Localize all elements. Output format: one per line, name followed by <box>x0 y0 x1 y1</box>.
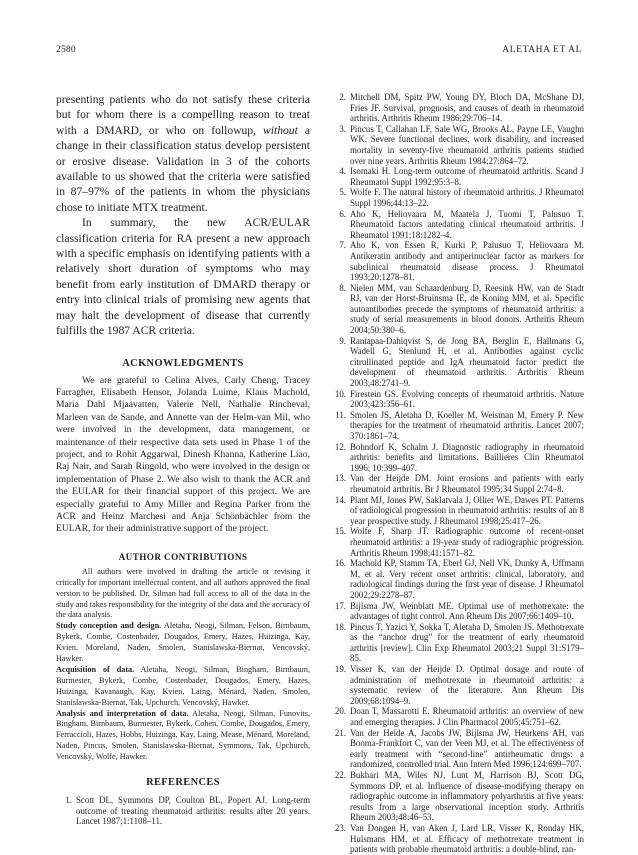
reference-item: 19. Visser K, van der Heijde D. Optimal dosage and route of administration of methotrexate in rheumatoid arthritis: a systematic review of the literature. Ann Rheum Dis 2009;68:1094–9. <box>334 664 584 706</box>
reference-item: 22. Bukhari MA, Wiles NJ, Lunt M, Harrison BJ, Scott DG, Symmons DP, et al. Influence of disease-modifying therapy on radiographic outcome in inflammatory polyarthritis at five years: results from a large observational inception study. Arthritis Rheum 2003;48:46–53. <box>334 770 584 823</box>
reference-item: 18. Pincus T, Yazici Y, Sokka T, Aletaha D, Smolen JS. Methotrexate as the “anchor drug” for the treatment of early rheumatoid arthritis [review]. Clin Exp Rheumatol 2003;21 Suppl 31:S179–85. <box>334 621 584 664</box>
page-number: 2580 <box>56 45 76 55</box>
reference-item: 1. Scott DL, Symmons DP, Coulton BL, Popert AJ. Long-term outcome of treating rheumatoid arthritis: results after 20 years. Lancet 1987;1:1108–11. <box>65 795 310 827</box>
reference-item: 12. Bohndorf K, Schalm J. Diagnostic radiography in rheumatoid arthritis: benefits and limitations. Baillieres Clin Rheumatol 1996; 10:399–407. <box>334 441 584 473</box>
reference-item: 4. Isomaki H. Long-term outcome of rheumatoid arthritis. Scand J Rheumatol Suppl 1992;95:3–8. <box>339 166 584 187</box>
reference-list-right <box>330 92 584 855</box>
body-paragraph: presenting patients who do not satisfy these criteria but for whom there is a compelling reason to treat with a DMARD, or who on followup, without a change in their classification status develop persistent or erosive disease. Validation in 3 of the cohorts available to us showed that the criteria were satisfied in 87–97% of the patients in whom the physicians chose to initiate MTX treatment. <box>56 93 310 214</box>
acknowledgments-text: We are grateful to Celina Alves, Carly Cheng, Tracey Farragher, Elisabeth Hensor, Jolanda Luime, Klaus Machold, Maria Dahl Mjaavatten, Valerie Nell, Nathalie Rincheval, Marleen van de Sande, and Annette van der Helm-van Mil, who were involved in the development, data management, or maintenance of their respective data sets used in Phase 1 of the project, and to Rohit Aggarwal, Dinesh Khanna, Katherine Liao, Raj Nair, and Sarah Ringold, who were involved in the design or implementation of Phase 2. We also wish to thank the ACR and the EULAR for their financial support of this project. We are especially grateful to Amy Miller and Regina Parker from the ACR and Heinz Marchesi and Anja Schönbächler from the EULAR, for their administrative support of the project. <box>56 374 310 535</box>
reference-item: 6. Aho K, Heliovaara M, Maatela J, Tuomi T, Palusuo T. Rheumatoid factors antedating clinical rheumatoid arthritis. J Rheumatol 1991;18:1282–4. <box>339 208 584 240</box>
reference-item: 16. Machold KP, Stamm TA, Eberl GJ, Nell VK, Dunky A, Uffmann M, et al. Very recent onset arthritis: clinical, laboratory, and radiological findings during the first year of disease. J Rheumatol 2002;29:2278–87. <box>334 558 584 600</box>
body-paragraph-summary: In summary, the new ACR/EULAR classification criteria for RA present a new approach with a specific emphasis on identifying patients with a relatively short duration of symptoms who may benefit from early institution of DMARD therapy or entry into clinical trials of promising new agents that may halt the development of disease that currently fulfills the 1987 ACR criteria. <box>56 216 310 338</box>
contribution-item: Study conception and design. Aletaha, Neogi, Silman, Felson, Birnbaum, Bykerk, Combe, Costenbader, Dougados, Emery, Hazes, Huizinga, Kay, Kvien, Moreland, Naden, Smolen, Stanislawska-Biernat, Vencovský, Hawker. <box>56 621 311 664</box>
reference-item: 21. Van der Heide A, Jacobs JW, Bijlsma JW, Heurkens AH, van Booma-Frankfort C, van der Veen MJ, et al. The effectiveness of early treatment with “second-line” antirheumatic drugs: a randomized, controlled trial. Ann Intern Med 1996;124:699–707. <box>334 727 584 770</box>
reference-item: 7. Aho K, von Essen R, Kurki P, Palusuo T, Heliovaara M. Antikeratin antibody and antiperinuclear factor as markers for subclinical rheumatoid disease process. J Rheumatol 1993;20:1278–81. <box>339 240 584 283</box>
running-head: ALETAHA ET AL <box>502 45 582 55</box>
reference-item: 14. Plant MJ, Jones PW, Saklatvala J, Ollier WE, Dawes PT. Patterns of radiological progression in rheumatoid arthritis: results of an 8 year prospective study. J Rheumatol 1998;25:417–26. <box>334 494 584 526</box>
right-column <box>330 92 584 855</box>
author-contributions-intro: All authors were involved in drafting the article or revising it critically for important intellectual content, and all authors approved the final version to be published. Dr. Silman had full access to all of the data in the study and takes responsibility for the integrity of the data and the accuracy of the data analysis. <box>56 566 310 620</box>
left-column <box>56 92 310 827</box>
acknowledgments-heading: ACKNOWLEDGMENTS <box>122 357 244 369</box>
reference-item: 9. Rantapaa-Dahlqvist S, de Jong BA, Berglin E, Hallmans G, Wadell G, Stenlund H, et al. Antibodies against cyclic citrullinated peptide and IgA rheumatoid factor predict the development of rheumatoid arthritis. Arthritis Rheum 2003;48:2741–9. <box>339 335 584 389</box>
reference-item: 3. Pincus T, Callahan LF, Sale WG, Brooks AL, Payne LE, Vaughn WK. Severe functional declines, work disability, and increased mortality in seventy-five rheumatoid arthritis patients studied over nine years. Arthritis Rheum 1984;27:864–72. <box>339 123 584 166</box>
author-contributions-heading: AUTHOR CONTRIBUTIONS <box>118 551 248 562</box>
reference-item: 11. Smolen JS, Aletaha D, Koeller M, Weisman M, Emery P. New therapies for the treatment of rheumatoid arthritis. Lancet 2007; 370:1861–74. <box>335 409 584 441</box>
reference-item: 8. Nielen MM, van Schaardenburg D, Reesink HW, van de Stadt RJ, van der Horst-Bruinsma IE, de Koning MM, et al. Specific autoantibodies precede the symptoms of rheumatoid arthritis: a study of serial measurements in blood donors. Arthritis Rheum 2004;50:380–6. <box>339 282 584 336</box>
reference-item: 2. Mitchell DM, Spitz PW, Young DY, Bloch DA, McShane DJ, Fries JF. Survival, prognosis, and causes of death in rheumatoid arthritis. Arthritis Rheum 1986;29:706–14. <box>339 92 584 124</box>
reference-list-left <box>56 795 310 827</box>
references-heading: REFERENCES <box>146 777 220 789</box>
reference-item: 15. Wolfe F, Sharp JT. Radiographic outcome of recent-onset rheumatoid arthritis: a 19-year study of radiographic progression. Arthritis Rheum 1998;41:1571–82. <box>334 526 584 558</box>
reference-item: 20. Doan T, Massarotti E. Rheumatoid arthritis: an overview of new and emerging therapies. J Clin Pharmacol 2005;45:751–62. <box>334 706 584 728</box>
reference-item: 13. Van der Heijde DM. Joint erosions and patients with early rheumatoid arthritis. Br J Rheumatol 1995;34 Suppl 2:74–8. <box>334 473 584 494</box>
reference-item: 5. Wolfe F. The natural history of rheumatoid arthritis. J Rheumatol Suppl 1996;44:13–22. <box>339 187 584 208</box>
contribution-item: Analysis and interpretation of data. Aletaha, Neogi, Silman, Funovits, Bingham, Birnbaum, Burmester, Bykerk, Cohen, Combe, Dougados, Emery, Ferraccioli, Hazes, Hobbs, Huizinga, Kay, Laing, Mease, Ménard, Moreland, Naden, Pincus, Smolen, Stanislawska-Biernat, Symmons, Tak, Upchurch, Vencovský, Wolfe, Hawker. <box>56 708 310 762</box>
contribution-item: Acquisition of data. Aletaha, Neogi, Silman, Bingham, Birnbaum, Burmester, Bykerk, Combe, Costenbader, Dougados, Emery, Hazes, Huizinga, Kavanaugh, Kay, Kvien, Laing, Ménard, Naden, Smolen, Stanislawska-Biernat, Tak, Upchurch, Vencovský, Hawker. <box>56 664 310 707</box>
reference-item: 17. Bijlsma JW, Weinblatt ME. Optimal use of methotrexate: the advantages of tight control. Ann Rheum Dis 2007;66:1409–10. <box>334 600 584 622</box>
reference-item: 10. Firestein GS. Evolving concepts of rheumatoid arthritis. Nature 2003;423:356–61. <box>334 388 584 410</box>
page-header <box>56 45 582 59</box>
reference-item: 23. Van Dongen H, van Aken J, Lard LR, Visser K, Ronday HK, Hulsmans HM, et al. Efficacy of methotrexate treatment in patients with probable rheumatoid arthritis: a double-blind, ran- <box>334 822 584 855</box>
